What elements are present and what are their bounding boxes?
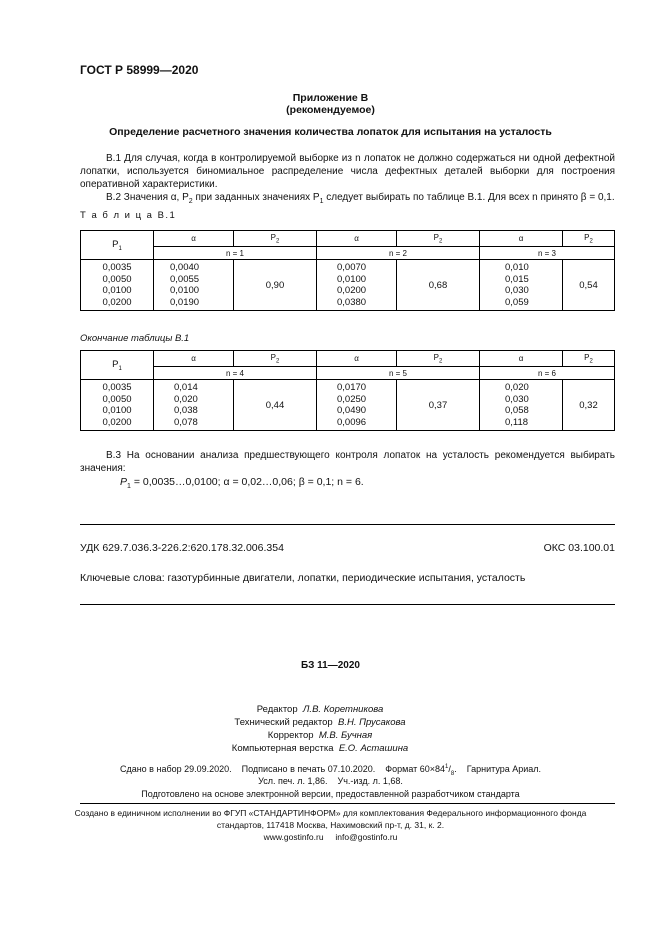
staff-block — [200, 703, 440, 755]
imprint-web: www.gostinfo.ru info@gostinfo.ru — [263, 832, 398, 842]
staff-layout: Компьютерная верстка Е.О. Асташина — [231, 743, 409, 754]
alpha-header: α — [154, 231, 234, 247]
alpha-header: α — [317, 231, 397, 247]
p2-header: $P_2$ — [563, 231, 615, 247]
p2-header: $P_2$ — [397, 351, 480, 367]
n-label: n = 2 — [317, 247, 480, 260]
table-b1 — [80, 230, 615, 311]
alpha-values: 0,0070 0,0100 0,0200 0,0380 — [317, 260, 397, 311]
p2-value: 0,68 — [397, 260, 480, 311]
p2-value: 0,54 — [563, 260, 615, 311]
p1-values: 0,0035 0,0050 0,0100 0,0200 — [81, 260, 154, 311]
alpha-header: α — [480, 351, 563, 367]
divider — [80, 604, 615, 605]
p2-header: $P_2$ — [234, 231, 317, 247]
imprint-line5: стандартов, 117418 Москва, Нахимовский пр-т, д. 31, к. 2. — [216, 820, 445, 830]
imprint-line1: Сдано в набор 29.09.2020. Подписано в печать 07.10.2020. Формат $60\times 84^1/_8$. Гарнитура Ариал. — [119, 764, 542, 777]
table-continuation-caption: Окончание таблицы В.1 — [80, 333, 190, 344]
p1-header: $P_1$ — [81, 351, 154, 380]
oks-code: ОКС 03.100.01 — [543, 542, 615, 554]
staff-corrector: Корректор М.В. Бучная — [267, 730, 373, 741]
alpha-header: α — [480, 231, 563, 247]
p2-value: 0,44 — [234, 380, 317, 431]
n-label: n = 6 — [480, 367, 615, 380]
staff-editor: Редактор Л.В. Коретникова — [256, 704, 384, 715]
alpha-values: 0,020 0,030 0,058 0,118 — [480, 380, 563, 431]
alpha-values: 0,0170 0,0250 0,0490 0,0096 — [317, 380, 397, 431]
staff-tech-editor: Технический редактор В.Н. Прусакова — [234, 717, 406, 728]
p2-value: 0,37 — [397, 380, 480, 431]
divider — [80, 803, 615, 804]
n-label: n = 4 — [154, 367, 317, 380]
bz-number: БЗ 11—2020 — [301, 660, 360, 671]
p2-header: $P_2$ — [563, 351, 615, 367]
alpha-values: 0,014 0,020 0,038 0,078 — [154, 380, 234, 431]
p2-header: $P_2$ — [234, 351, 317, 367]
keywords: Ключевые слова: газотурбинные двигатели, лопатки, периодические испытания, усталость — [80, 572, 526, 584]
appendix-subtitle: (рекомендуемое) — [286, 104, 375, 116]
divider — [80, 524, 615, 525]
p1-header: $P_1$ — [81, 231, 154, 260]
alpha-header: α — [317, 351, 397, 367]
p2-header: $P_2$ — [397, 231, 480, 247]
table-caption: Т а б л и ц а В.1 — [80, 210, 177, 221]
alpha-header: α — [154, 351, 234, 367]
alpha-values: 0,010 0,015 0,030 0,059 — [480, 260, 563, 311]
udk-code: УДК 629.7.036.3-226.2:620.178.32.006.354 — [80, 542, 284, 554]
p2-value: 0,90 — [234, 260, 317, 311]
formula: $P_1$ = 0,0035…0,0100; α = 0,02…0,06; β = 0,1; n = 6. — [120, 476, 364, 491]
appendix-title: Приложение В — [292, 92, 369, 104]
imprint-line3: Подготовлено на основе электронной версии, предоставленной разработчиком стандарта — [141, 789, 520, 799]
standard-header: ГОСТ Р 58999—2020 — [80, 63, 199, 77]
imprint-line2: Усл. печ. л. 1,86. Уч.-изд. л. 1,68. — [258, 776, 403, 786]
n-label: n = 3 — [480, 247, 615, 260]
n-label: n = 5 — [317, 367, 480, 380]
section-title: Определение расчетного значения количества лопаток для испытания на усталость — [109, 126, 552, 138]
paragraph-b2: В.2 Значения α, $P_2$ при заданных значениях $P_1$ следует выбирать по таблице В.1. Для всех n принято β = 0,1. — [106, 192, 615, 205]
table-b1-end — [80, 350, 615, 431]
alpha-values: 0,0040 0,0055 0,0100 0,0190 — [154, 260, 234, 311]
paragraph-b1: В.1 Для случая, когда в контролируемой выборке из n лопаток не должно содержаться ни одной дефектной лопатки, используется биномиальное распределение числа дефектных деталей выборки для построения оперативной характеристики. — [80, 153, 615, 190]
imprint-line4: Создано в единичном исполнении во ФГУП «СТАНДАРТИНФОРМ» для комплектования Федерального информационного фонда — [74, 808, 587, 818]
p2-value: 0,32 — [563, 380, 615, 431]
n-label: n = 1 — [154, 247, 317, 260]
paragraph-b3: В.3 На основании анализа предшествующего контроля лопаток на усталость рекомендуется выбирать значения: — [80, 450, 615, 474]
p1-values: 0,0035 0,0050 0,0100 0,0200 — [81, 380, 154, 431]
